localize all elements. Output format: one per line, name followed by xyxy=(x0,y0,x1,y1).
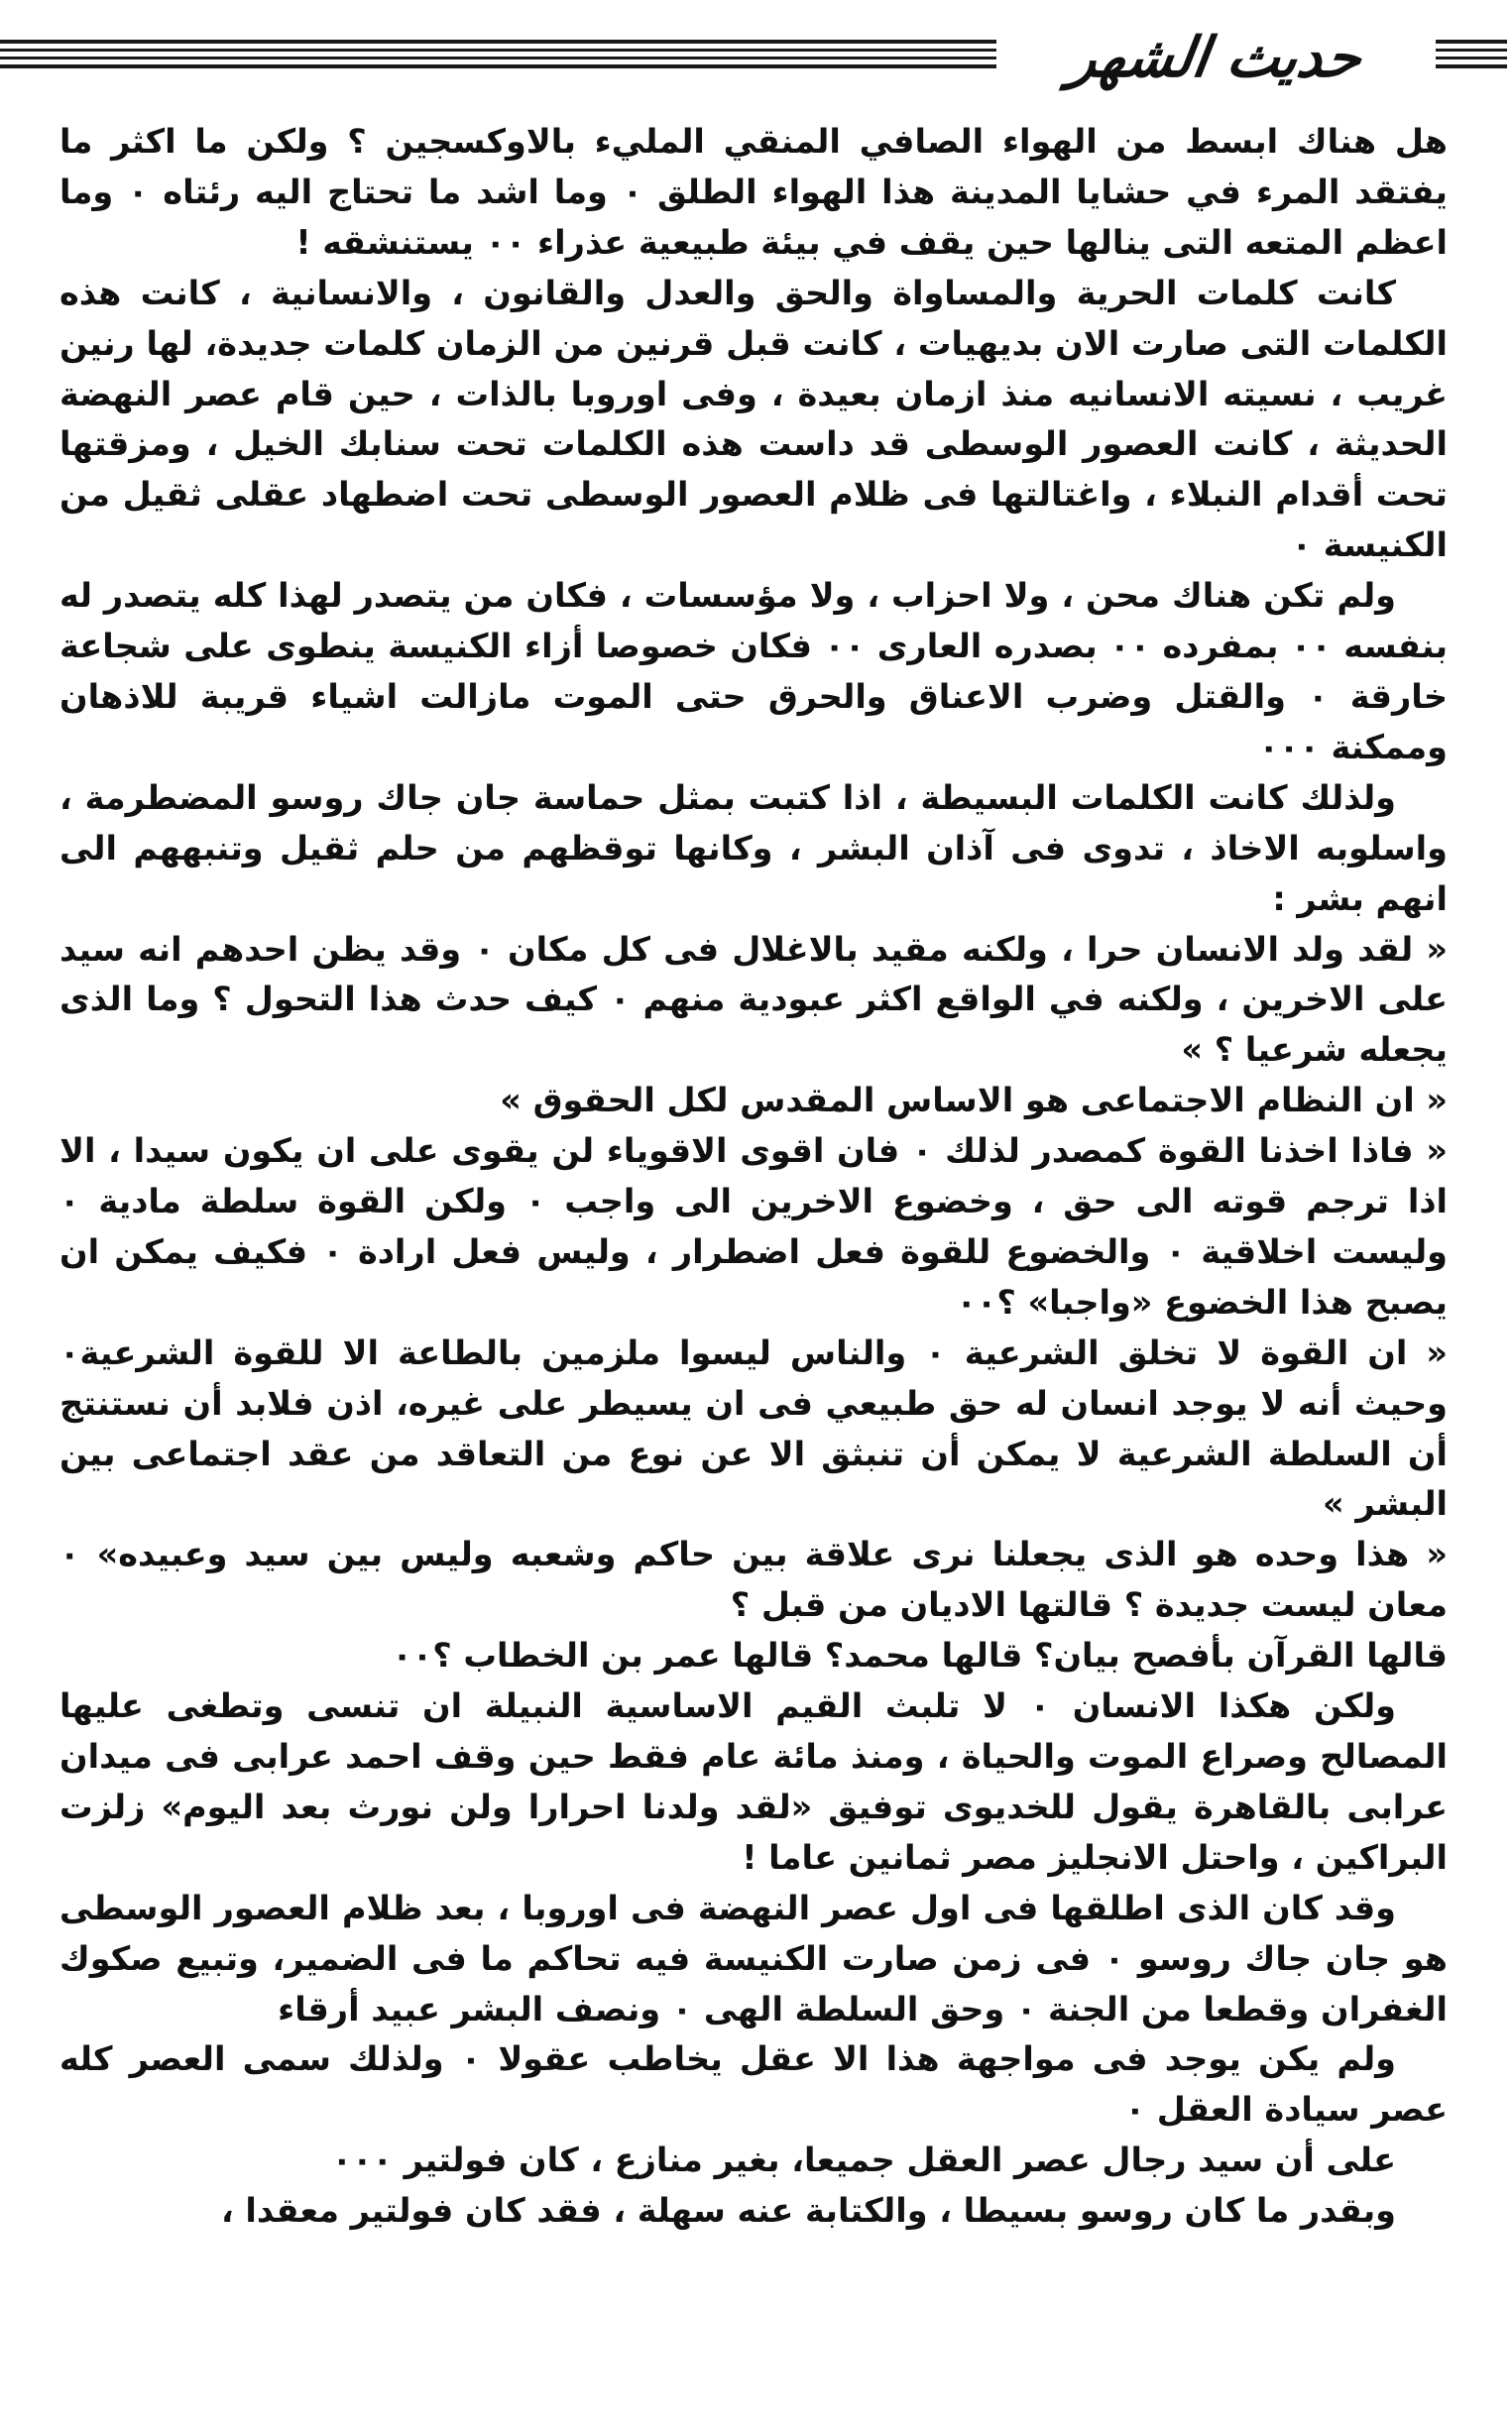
article-paragraph: هل هناك ابسط من الهواء الصافي المنقي المليء بالاوكسجين ؟ ولكن ما اكثر ما يفتقد المرء في حشايا المدينة هذا الهواء الطلق ٠ وما اشد ما تحتاج اليه رئتاه ٠ وما اعظم المتعه التى ينالها حين يقف في بيئة طبيعية عذراء ٠٠ يستنشقه ! xyxy=(59,122,1448,262)
column-masthead-title: حديث الشهر xyxy=(1065,25,1366,90)
article-paragraph: ولكن هكذا الانسان ٠ لا تلبث القيم الاساسية النبيلة ان تنسى وتطغى عليها المصالح وصراع الموت والحياة ، ومنذ مائة عام فقط حين وقف احمد عرابى فى ميدان عرابى بالقاهرة يقول للخديوى توفيق «لقد ولدنا احرارا ولن نورث بعد اليوم» زلزت البراكين ، واحتل الانجليز مصر ثمانين عاما ! xyxy=(59,1686,1448,1877)
article-paragraph: ولذلك كانت الكلمات البسيطة ، اذا كتبت بمثل حماسة جان جاك روسو المضطرمة ، واسلوبه الاخاذ ، تدوى فى آذان البشر ، وكانها توقظهم من حلم ثقيل وتنبههم الى انهم بشر : xyxy=(59,777,1448,918)
quote-paragraph: « هذا وحده هو الذى يجعلنا نرى علاقة بين حاكم وشعبه وليس بين سيد وعبيده» ٠ معان ليست جديدة ؟ قالتها الاديان من قبل ؟ xyxy=(59,1535,1448,1625)
page-header xyxy=(0,0,1512,111)
quote-paragraph: « فاذا اخذنا القوة كمصدر لذلك ٠ فان اقوى الاقوياء لن يقوى على ان يكون سيدا ، الا اذا ترجم قوته الى حق ، وخضوع الاخرين الى واجب ٠ ولكن القوة سلطة مادية ٠ وليست اخلاقية ٠ والخضوع للقوة فعل اضطرار ، وليس فعل ارادة ٠ فكيف يمكن ان يصبح هذا الخضوع «واجبا» ؟٠٠ xyxy=(59,1131,1449,1322)
article-paragraph: كانت كلمات الحرية والمساواة والحق والعدل والقانون ، والانسانية ، كانت هذه الكلمات التى صارت الان بديهيات ، كانت قبل قرنين من الزمان كلمات جديدة، لها رنين غريب ، نسيته الانسانيه منذ ازمان بعيدة ، وفى اوروبا بالذات ، حين قام عصر النهضة الحديثة ، كانت العصور الوسطى قد داست هذه الكلمات تحت سنابك الخيل ، ومزقتها تحت أقدام النبلاء ، واغتالتها فى ظلام العصور الوسطى تحت اضطهاد عقلى ثقيل من الكنيسة ٠ xyxy=(59,273,1448,565)
article-paragraph: ولم تكن هناك محن ، ولا احزاب ، ولا مؤسسات ، فكان من يتصدر لهذا كله يتصدر له بنفسه ٠٠ بمفرده ٠٠ بصدره العارى ٠٠ فكان خصوصا أزاء الكنيسة ينطوى على شجاعة خارقة ٠ والقتل وضرب الاعناق والحرق حتى الموت مازالت اشياء قريبة للاذهان وممكنة ٠٠٠ xyxy=(59,576,1449,766)
article-paragraph: وقد كان الذى اطلقها فى اول عصر النهضة فى اوروبا ، بعد ظلام العصور الوسطى هو جان جاك روسو ٠ فى زمن صارت الكنيسة فيه تحاكم ما فى الضمير، وتبيع صكوك الغفران وقطعا من الجنة ٠ وحق السلطة الهى ٠ ونصف البشر عبيد أرقاء xyxy=(59,1888,1448,2028)
article-paragraph: وبقدر ما كان روسو بسيطا ، والكتابة عنه سهلة ، فقد كان فولتير معقدا ، xyxy=(221,2191,1396,2231)
quote-paragraph: « لقد ولد الانسان حرا ، ولكنه مقيد بالاغلال فى كل مكان ٠ وقد يظن احدهم انه سيد على الاخرين ، ولكنه في الواقع اكثر عبودية منهم ٠ كيف حدث هذا التحول ؟ وما الذى يجعله شرعيا ؟ » xyxy=(59,929,1449,1070)
article-paragraph: قالها القرآن بأفصح بيان؟ قالها محمد؟ قالها عمر بن الخطاب ؟٠٠ xyxy=(392,1636,1448,1676)
article-body xyxy=(59,117,1448,2417)
article-paragraph: ولم يكن يوجد فى مواجهة هذا الا عقل يخاطب عقولا ٠ ولذلك سمى العصر كله عصر سيادة العقل ٠ xyxy=(59,2039,1448,2130)
article-paragraph: على أن سيد رجال عصر العقل جميعا، بغير منازع ، كان فولتير ٠٠٠ xyxy=(331,2141,1396,2180)
header-rules-right xyxy=(1436,40,1507,69)
header-rules-left xyxy=(0,40,996,69)
quote-paragraph: « ان القوة لا تخلق الشرعية ٠ والناس ليسوا ملزمين بالطاعة الا للقوة الشرعية٠ وحيث أنه لا يوجد انسان له حق طبيعي فى ان يسيطر على غيره، اذن فلابد أن نستنتج أن السلطة الشرعية لا يمكن أن تنبثق الا عن نوع من التعاقد من عقد اجتماعى بين البشر » xyxy=(59,1332,1448,1524)
quote-paragraph: « ان النظام الاجتماعى هو الاساس المقدس لكل الحقوق » xyxy=(500,1081,1448,1120)
